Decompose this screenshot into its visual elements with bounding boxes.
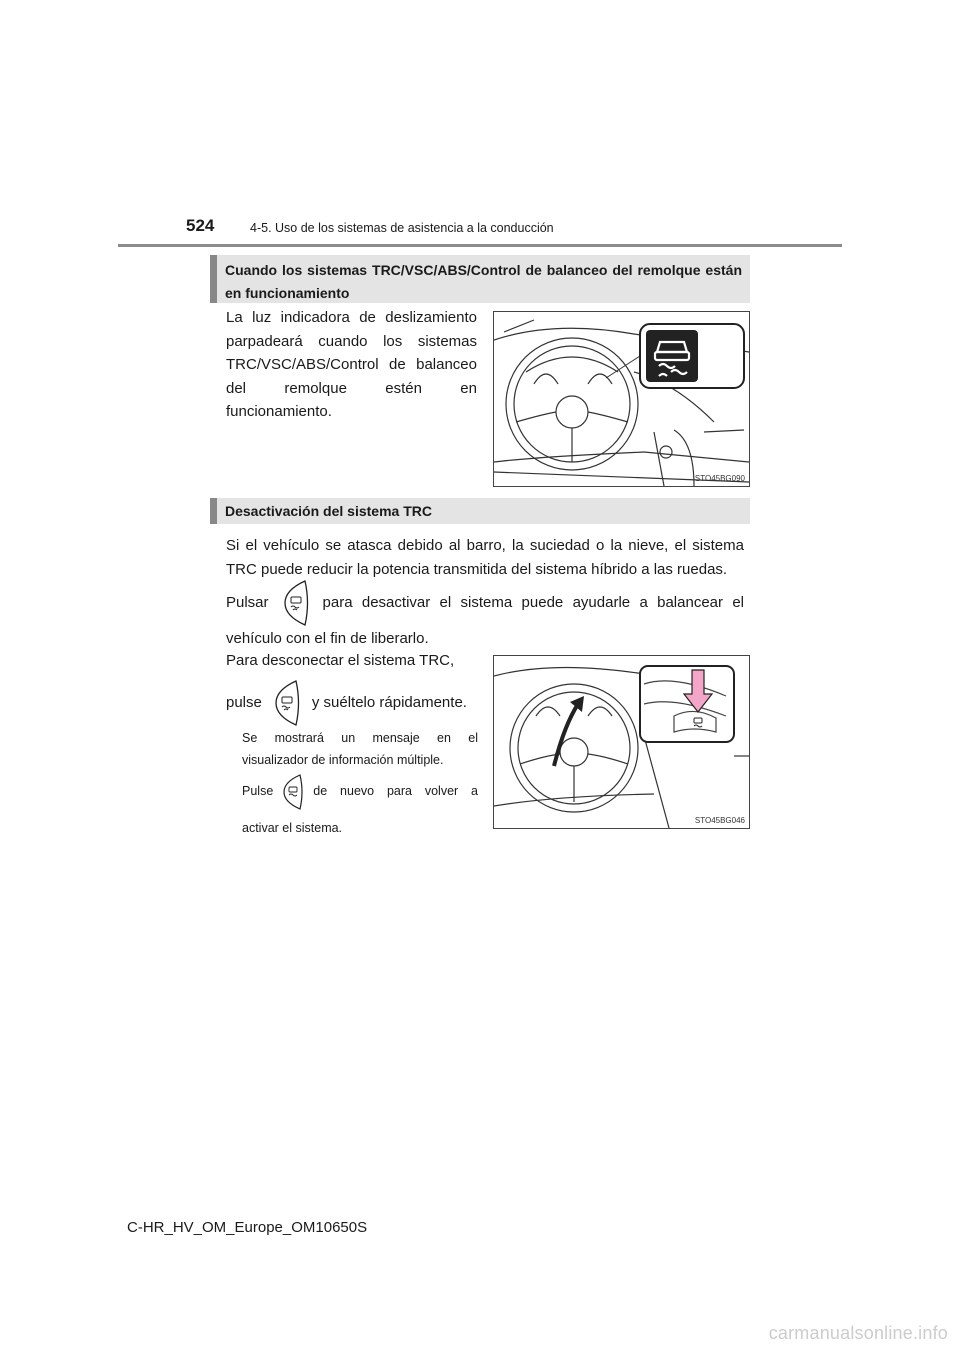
- page-number: 524: [186, 216, 215, 235]
- paragraph-disconnect-line1: Para desconectar el sistema TRC,: [226, 652, 455, 669]
- paragraph-press-button: [226, 580, 744, 652]
- watermark: carmanualsonline.info: [768, 1323, 948, 1343]
- vsc-off-button-icon: [272, 680, 302, 726]
- heading-trc-deactivation: Desactivación del sistema TRC: [210, 498, 750, 524]
- document-code: C-HR_HV_OM_Europe_OM10650S: [127, 1219, 368, 1236]
- pulse-text-continued: y suéltelo rápidamente.: [311, 694, 467, 711]
- dashboard-illustration: [494, 312, 749, 486]
- press-text-continued: para desactivar el sistema puede ayudarle a balancear el vehículo con el fin de liberarlo.: [226, 593, 744, 647]
- paragraph-slip-indicator: La luz indicadora de deslizamiento parpadeará cuando los sistemas TRC/VSC/ABS/Control de balanceo del remolque estén en funcionamiento.: [226, 309, 477, 420]
- paragraph-stuck-vehicle: Si el vehículo se atasca debido al barro, la suciedad o la nieve, el sistema TRC puede reducir la potencia transmitida del sistema híbrido a las ruedas.: [226, 537, 744, 578]
- figure-code: STO45BG090: [694, 474, 745, 483]
- paragraph-disconnect-line2: [226, 680, 478, 726]
- pulse-text: Pulse: [242, 784, 274, 798]
- vsc-off-button-icon: [281, 774, 305, 810]
- note-message-displayed: Se mostrará un mensaje en el visualizador de información múltiple.: [242, 731, 478, 767]
- note-reactivate: [242, 773, 478, 846]
- figure-vsc-off-switch: [493, 655, 750, 829]
- pulse-text: pulse: [226, 694, 262, 711]
- press-text: Pulsar: [226, 593, 269, 611]
- figure-dashboard-slip-indicator: [493, 311, 750, 487]
- vsc-off-button-icon: [281, 580, 311, 626]
- pulse-text-continued: de nuevo para volver a activar el sistema.: [242, 784, 478, 835]
- switch-illustration: [494, 656, 749, 828]
- section-title: 4-5. Uso de los sistemas de asistencia a la conducción: [250, 221, 554, 235]
- header-rule: [118, 244, 842, 247]
- heading-trc-operating: Cuando los sistemas TRC/VSC/ABS/Control de balanceo del remolque están en funcionamiento: [210, 255, 750, 303]
- figure-code: STO45BG046: [694, 816, 745, 825]
